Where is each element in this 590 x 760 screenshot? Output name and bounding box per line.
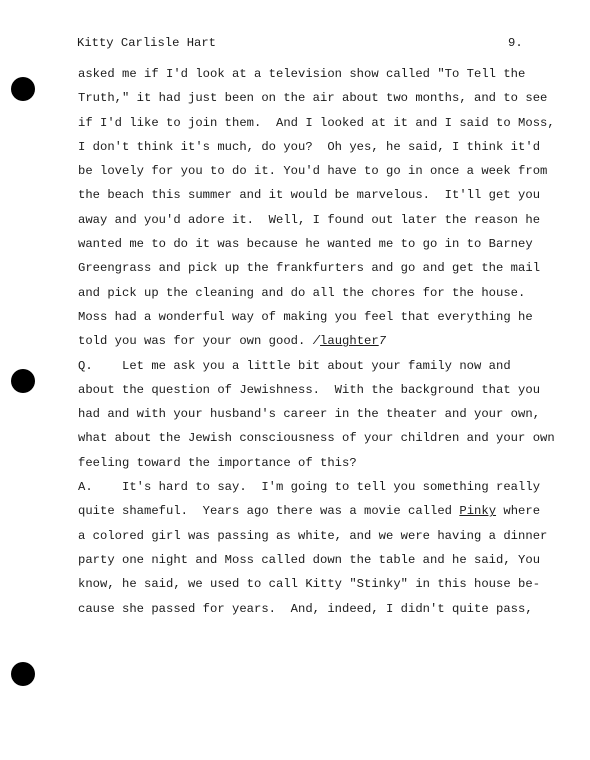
transcript-body bbox=[78, 62, 555, 621]
editorial-bracket-open: / bbox=[312, 334, 321, 349]
text-line: the beach this summer and it would be marvelous. It'll get you bbox=[78, 188, 541, 203]
text-line: if I'd like to join them. And I looked at it and I said to Moss, bbox=[78, 115, 555, 130]
text-line-laughter bbox=[78, 329, 548, 353]
text-line: and pick up the cleaning and do all the chores for the house. bbox=[78, 285, 526, 300]
text-line: cause she passed for years. And, indeed, I didn't quite pass, bbox=[78, 601, 533, 616]
text-line: away and you'd adore it. Well, I found out later the reason he bbox=[78, 212, 541, 227]
question-line: Q. Let me ask you a little bit about your family now and bbox=[78, 358, 511, 373]
punch-hole-top bbox=[11, 77, 35, 101]
text-line: about the question of Jewishness. With the background that you bbox=[78, 382, 541, 397]
text-line: I don't think it's much, do you? Oh yes, he said, I think it'd bbox=[78, 139, 541, 154]
text-line: asked me if I'd look at a television show called "To Tell the bbox=[78, 67, 526, 81]
editorial-bracket-close: 7 bbox=[378, 334, 387, 349]
text-line: party one night and Moss called down the table and he said, You bbox=[78, 552, 541, 567]
punch-hole-middle bbox=[11, 369, 35, 393]
header-interviewee-name: Kitty Carlisle Hart bbox=[77, 36, 216, 50]
text-line: had and with your husband's career in the theater and your own, bbox=[78, 407, 541, 422]
text-line: Moss had a wonderful way of making you feel that everything he bbox=[78, 309, 533, 324]
text-line: a colored girl was passing as white, and we were having a dinner bbox=[78, 528, 548, 543]
text-line: Truth," it had just been on the air about two months, and to see bbox=[78, 91, 548, 106]
editorial-note-laughter: laughter bbox=[320, 334, 379, 349]
text-line-pinky bbox=[78, 499, 548, 523]
text-line: what about the Jewish consciousness of your children and your own bbox=[78, 431, 555, 446]
text-line-segment: where bbox=[496, 504, 541, 519]
answer-line: A. It's hard to say. I'm going to tell you something really bbox=[78, 480, 541, 495]
page-number: 9. bbox=[508, 36, 523, 50]
text-line: feeling toward the importance of this? bbox=[78, 455, 357, 470]
text-line: be lovely for you to do it. You'd have to go in once a week from bbox=[78, 164, 548, 179]
text-line: Greengrass and pick up the frankfurters and go and get the mail bbox=[78, 261, 541, 276]
text-line-segment: told you was for your own good. bbox=[78, 334, 313, 349]
text-line-segment: quite shameful. Years ago there was a movie called bbox=[78, 504, 460, 519]
text-line: wanted me to do it was because he wanted me to go in to Barney bbox=[78, 237, 533, 252]
text-line: know, he said, we used to call Kitty "Stinky" in this house be- bbox=[78, 577, 541, 592]
movie-title-pinky: Pinky bbox=[459, 504, 497, 519]
punch-hole-bottom bbox=[11, 662, 35, 686]
